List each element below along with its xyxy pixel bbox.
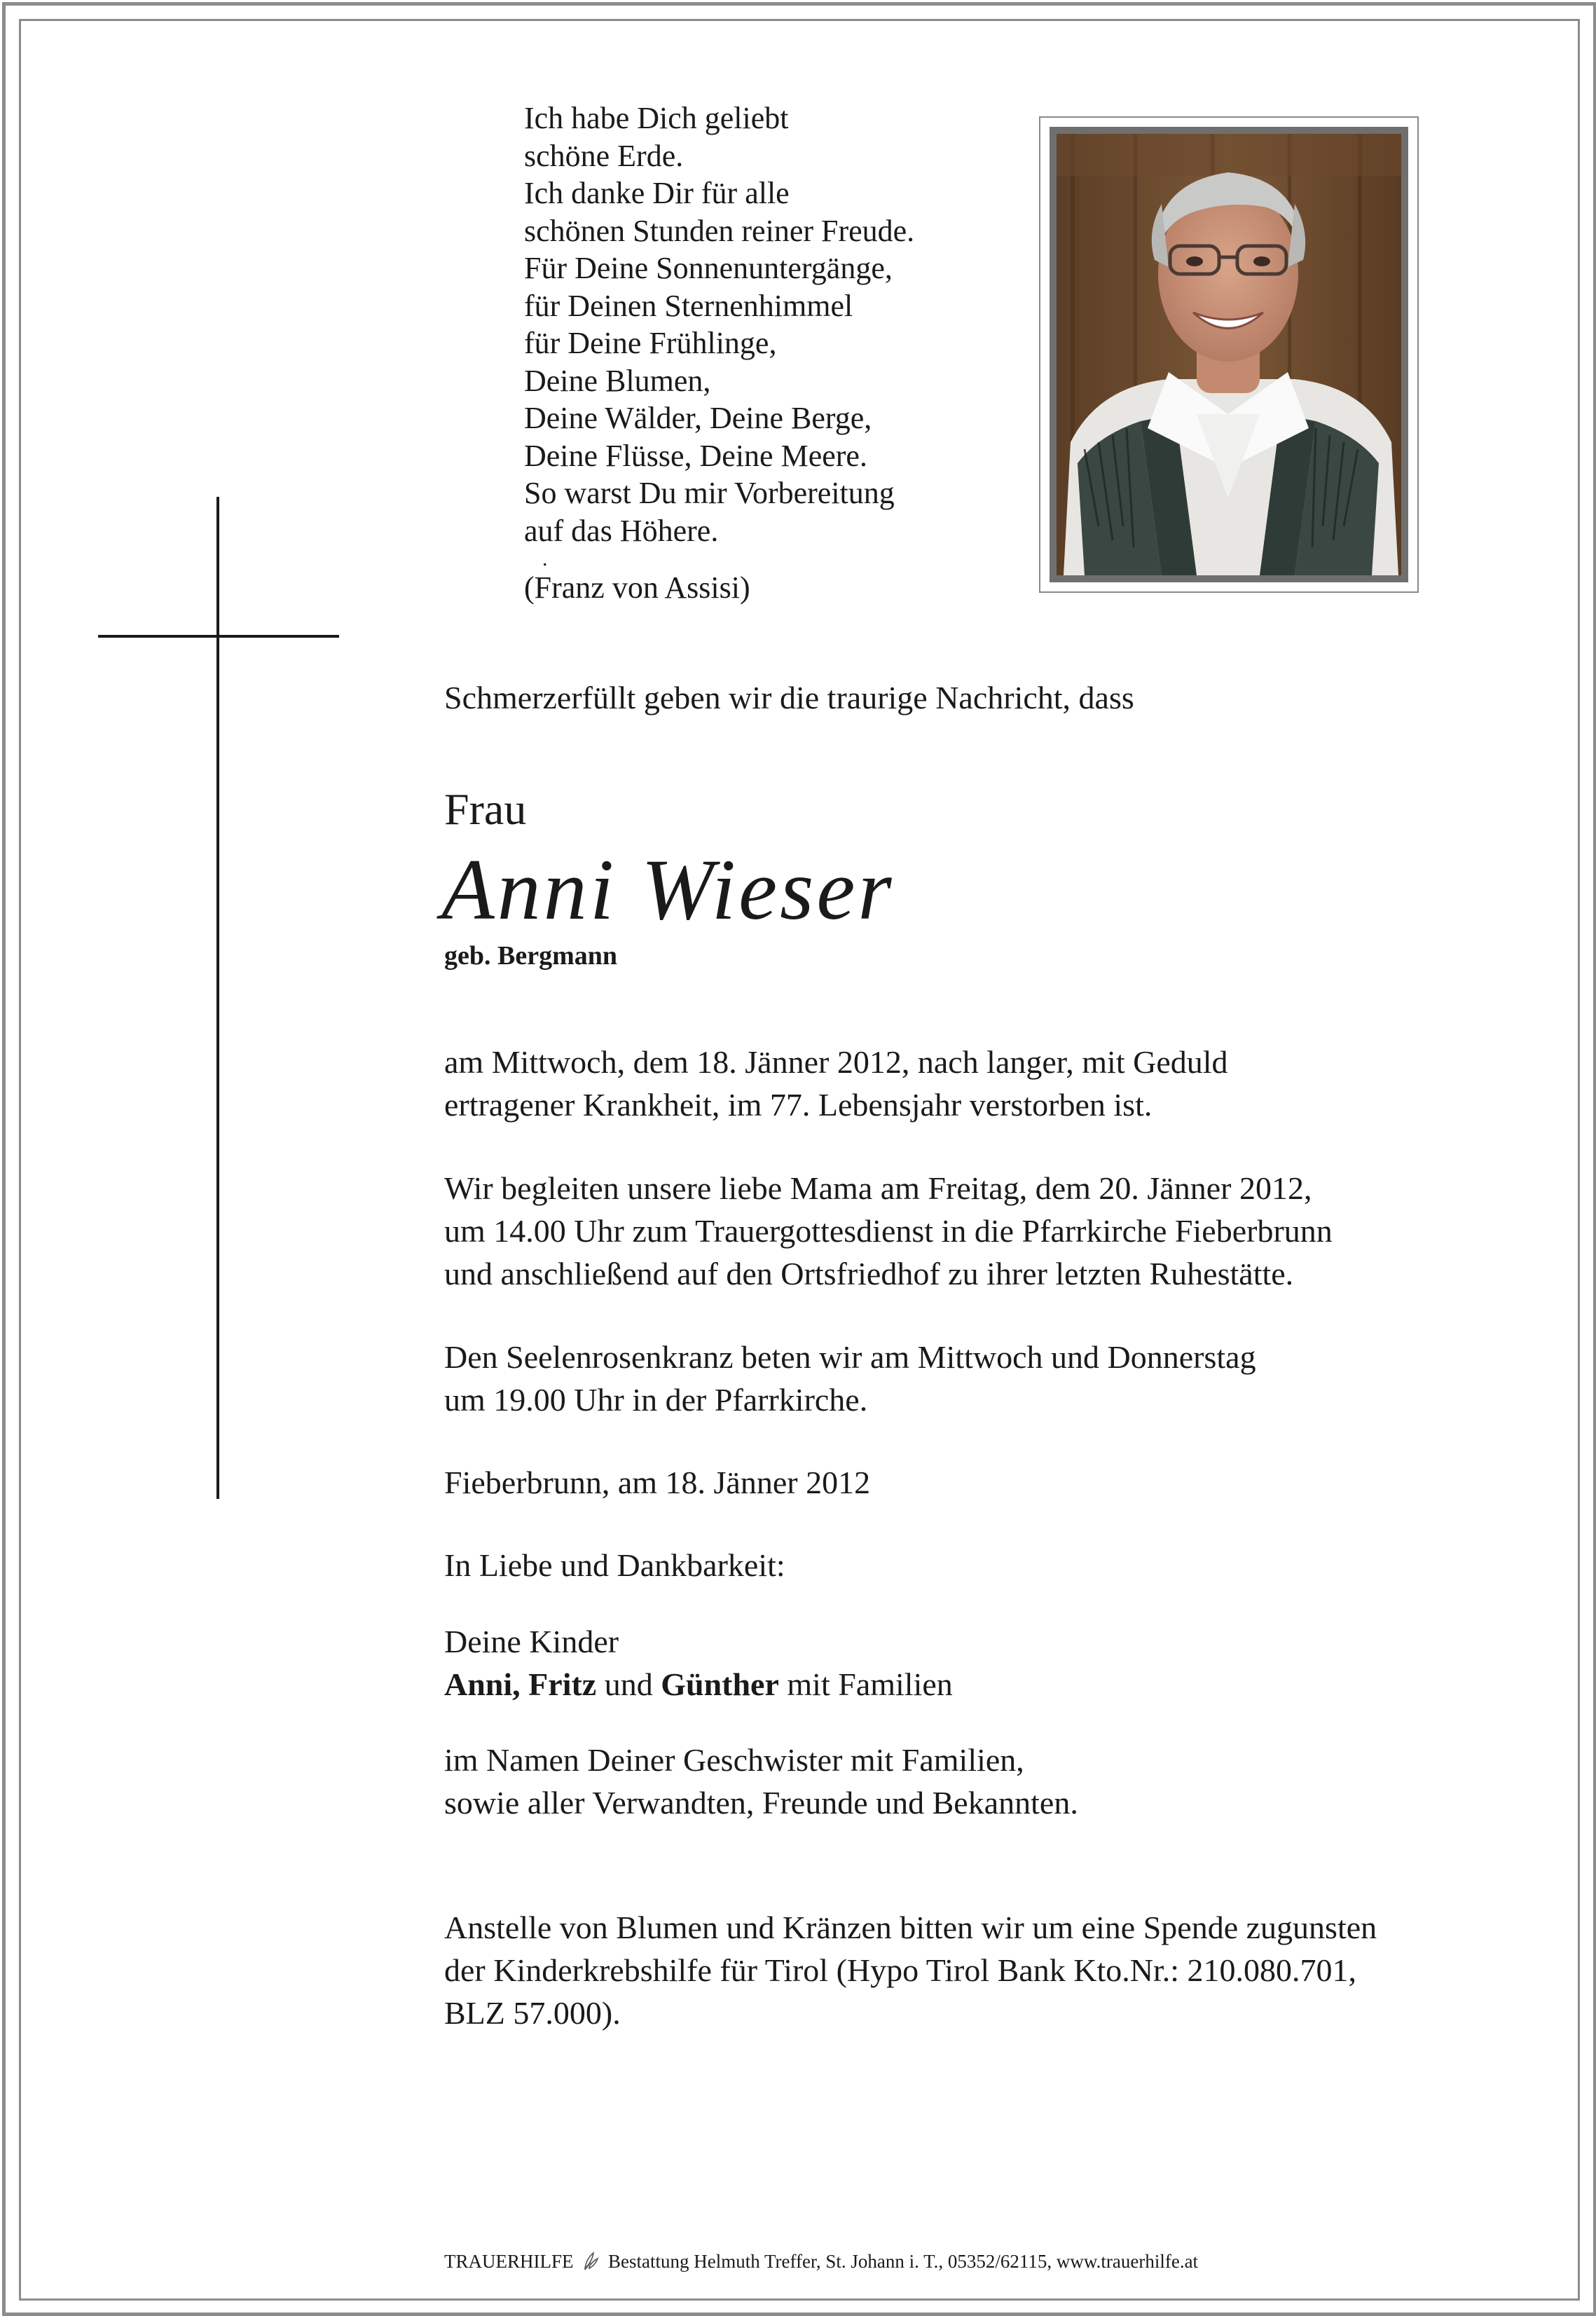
relatives-line: im Namen Deiner Geschwister mit Familien, [444, 1742, 1024, 1778]
relatives-block [444, 1739, 1078, 1824]
children-suffix: mit Familien [787, 1666, 953, 1702]
child-name: Fritz [528, 1666, 597, 1702]
donation-line: der Kinderkrebshilfe für Tirol (Hypo Tirol Bank Kto.Nr.: 210.080.701, [444, 1952, 1357, 1988]
poem-attribution: (Franz von Assisi) [524, 570, 750, 605]
funeral-line: und anschließend auf den Ortsfriedhof zu ihrer letzten Ruhestätte. [444, 1256, 1294, 1291]
death-notice-line: ertragener Krankheit, im 77. Lebensjahr verstorben ist. [444, 1087, 1153, 1123]
poem-line: So warst Du mir Vorbereitung [524, 476, 895, 510]
poem-line: Deine Blumen, [524, 363, 711, 398]
rosary-info [444, 1336, 1256, 1421]
poem-line: schönen Stunden reiner Freude. [524, 213, 915, 248]
portrait-photo [1057, 134, 1401, 575]
poem-line: Deine Wälder, Deine Berge, [524, 401, 872, 435]
footer-brand: TRAUERHILFE [444, 2251, 574, 2272]
poem-line: für Deine Frühlinge, [524, 326, 777, 360]
poem-line: für Deinen Sternenhimmel [524, 288, 853, 323]
cross-vertical-bar [216, 497, 219, 1499]
rosary-line: um 19.00 Uhr in der Pfarrkirche. [444, 1382, 868, 1418]
birth-name: geb. Bergmann [444, 941, 617, 971]
deceased-name: Anni Wieser [441, 842, 895, 938]
poem-line: schöne Erde. [524, 138, 684, 173]
conjunction: und [604, 1666, 653, 1702]
donation-line: Anstelle von Blumen und Kränzen bitten wir um eine Spende zugunsten [444, 1910, 1377, 1945]
death-notice-line: am Mittwoch, dem 18. Jänner 2012, nach langer, mit Geduld [444, 1044, 1228, 1080]
footer [444, 2249, 1198, 2277]
cross-horizontal-bar [98, 635, 339, 638]
poem-line: Für Deine Sonnenuntergänge, [524, 251, 893, 285]
funeral-line: Wir begleiten unsere liebe Mama am Freitag, dem 20. Jänner 2012, [444, 1170, 1312, 1206]
children-names [444, 1663, 953, 1706]
funeral-info [444, 1167, 1333, 1295]
relatives-line: sowie aller Verwandten, Freunde und Bekannten. [444, 1785, 1078, 1821]
poem-line: Ich danke Dir für alle [524, 176, 790, 210]
funeral-line: um 14.00 Uhr zum Trauergottesdienst in die Pfarrkirche Fieberbrunn [444, 1213, 1333, 1249]
child-name: Anni, [444, 1666, 521, 1702]
portrait-frame [1039, 116, 1419, 593]
rosary-line: Den Seelenrosenkranz beten wir am Mittwoch und Donnerstag [444, 1339, 1256, 1375]
closing-text: In Liebe und Dankbarkeit: [444, 1547, 785, 1583]
children-block [444, 1620, 953, 1706]
leaf-logo-icon [582, 2250, 599, 2277]
donation-request [444, 1906, 1377, 2034]
poem-dot: . [542, 547, 548, 570]
salutation: Frau [444, 784, 527, 834]
poem-line: Ich habe Dich geliebt [524, 101, 789, 135]
place-date: Fieberbrunn, am 18. Jänner 2012 [444, 1465, 871, 1500]
footer-details: Bestattung Helmuth Treffer, St. Johann i. T., 05352/62115, www.trauerhilfe.at [608, 2251, 1199, 2272]
poem [524, 100, 914, 607]
poem-line: Deine Flüsse, Deine Meere. [524, 438, 867, 473]
poem-line: auf das Höhere. [524, 513, 719, 548]
child-name: Günther [661, 1666, 779, 1702]
donation-line: BLZ 57.000). [444, 1995, 621, 2031]
intro-text: Schmerzerfüllt geben wir die traurige Nachricht, dass [444, 680, 1134, 715]
children-heading: Deine Kinder [444, 1624, 619, 1659]
portrait-mat [1050, 127, 1408, 582]
death-notice [444, 1041, 1228, 1126]
